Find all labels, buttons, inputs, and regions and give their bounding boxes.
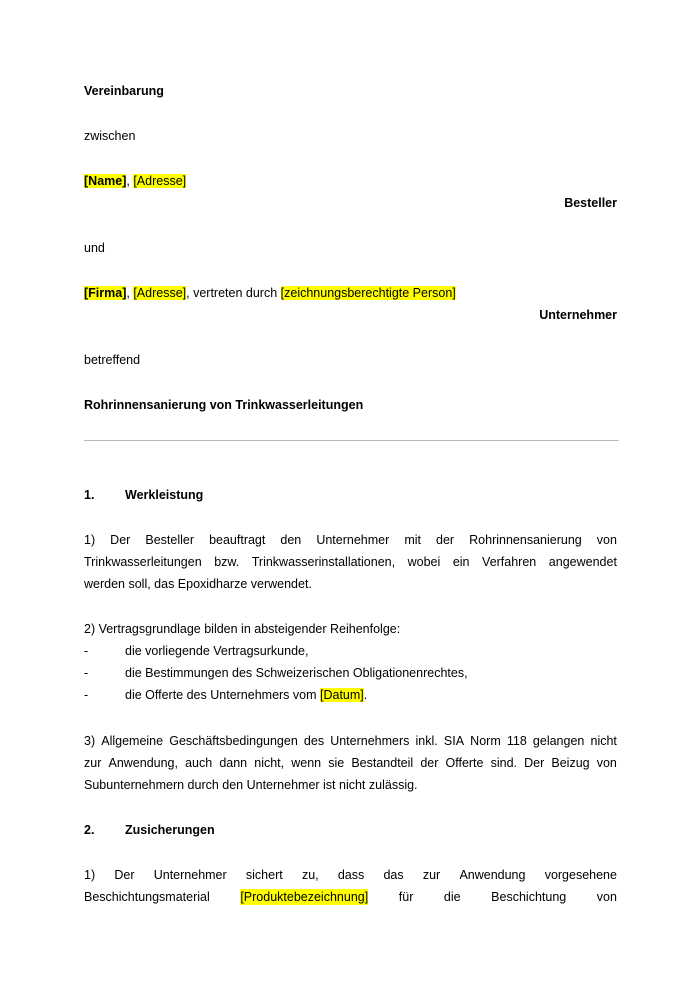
separator: , <box>126 286 134 300</box>
section-title: Zusicherungen <box>125 823 215 837</box>
word: Rohrinnensanierung <box>469 533 582 547</box>
word: des <box>303 734 325 748</box>
word: Der <box>110 533 131 547</box>
justified-line <box>84 532 617 548</box>
word: Unternehmer <box>316 533 390 547</box>
justified-line <box>84 889 617 905</box>
punctuation: . <box>363 688 368 702</box>
party1-name-placeholder: [Name] <box>84 174 127 188</box>
word: wenn <box>291 756 322 770</box>
party1-line <box>84 173 617 189</box>
word: Beschichtung <box>491 890 567 904</box>
subject-line: Rohrinnensanierung von Trinkwasserleitungen <box>84 398 364 412</box>
party2-firm-placeholder: [Firma] <box>84 286 127 300</box>
party2-address-placeholder: [Adresse] <box>133 286 187 300</box>
date-placeholder: [Datum] <box>320 688 364 702</box>
word: Offerte <box>445 756 484 770</box>
word: nicht, <box>254 756 285 770</box>
word: zu, <box>301 868 319 882</box>
word: Unternehmers <box>330 734 410 748</box>
justified-line <box>84 554 617 570</box>
word: nicht <box>590 734 617 748</box>
list-item-text: die Offerte des Unternehmers vom <box>125 688 320 702</box>
list-intro: 2) Vertragsgrundlage bilden in absteigender Reihenfolge: <box>84 622 401 636</box>
word: Norm <box>470 734 501 748</box>
list-item <box>84 687 617 703</box>
word: Bestandteil <box>351 756 414 770</box>
word: der <box>420 756 439 770</box>
word: die <box>443 890 461 904</box>
and-label: und <box>84 241 105 255</box>
bullet-dash: - <box>84 688 89 702</box>
section-heading <box>84 822 617 838</box>
separator: , <box>126 174 134 188</box>
word: dass <box>337 868 365 882</box>
bullet-dash: - <box>84 644 89 658</box>
word: auch <box>185 756 213 770</box>
word: Trinkwasserinstallationen, <box>251 555 396 569</box>
word: mit <box>404 533 421 547</box>
word: zur <box>84 756 102 770</box>
word: Unternehmer <box>153 868 227 882</box>
represented-by-text: , vertreten durch <box>186 286 281 300</box>
party2-role: Unternehmer <box>539 308 617 322</box>
word: Trinkwasserleitungen <box>84 555 202 569</box>
product-placeholder: [Produktebezeichnung] <box>240 890 369 904</box>
word: sichert <box>245 868 283 882</box>
word: bzw. <box>214 555 240 569</box>
party2-line <box>84 285 617 301</box>
word: Verfahren <box>482 555 537 569</box>
word: das <box>383 868 404 882</box>
word: Der <box>114 868 135 882</box>
party1-address-placeholder: [Adresse] <box>133 174 187 188</box>
paragraph-last-line: Subunternehmern durch den Unternehmer ist nicht zulässig. <box>84 778 418 792</box>
word: 1) <box>84 533 96 547</box>
word: Allgemeine <box>101 734 164 748</box>
word: wobei <box>407 555 441 569</box>
word: 118 <box>506 734 527 748</box>
word: der <box>436 533 455 547</box>
justified-line <box>84 733 617 749</box>
word: von <box>596 890 617 904</box>
word: dann <box>219 756 248 770</box>
paragraph-last-line: werden soll, das Epoxidharze verwendet. <box>84 577 312 591</box>
word: Besteller <box>145 533 195 547</box>
word: Geschäftsbedingungen <box>169 734 298 748</box>
justified-line <box>84 755 617 771</box>
word: Anwendung, <box>108 756 178 770</box>
list-item-text: die Bestimmungen des Schweizerischen Obligationenrechtes, <box>125 666 468 680</box>
list-item <box>84 643 617 659</box>
section-title: Werkleistung <box>125 488 204 502</box>
word: den <box>280 533 302 547</box>
word: gelangen <box>532 734 585 748</box>
word: 3) <box>84 734 96 748</box>
word: Beizug <box>551 756 590 770</box>
section-number: 1. <box>84 488 95 502</box>
list-item <box>84 665 617 681</box>
word: ein <box>452 555 470 569</box>
word: von <box>596 756 617 770</box>
word: Anwendung <box>459 868 526 882</box>
word: zur <box>422 868 441 882</box>
bullet-dash: - <box>84 666 89 680</box>
party1-role: Besteller <box>564 196 617 210</box>
word: angewendet <box>548 555 617 569</box>
horizontal-divider <box>84 440 619 441</box>
word: vorgesehene <box>544 868 617 882</box>
between-label: zwischen <box>84 129 136 143</box>
section-number: 2. <box>84 823 95 837</box>
list-item-text: die vorliegende Vertragsurkunde, <box>125 644 309 658</box>
word: SIA <box>443 734 465 748</box>
concerning-label: betreffend <box>84 353 141 367</box>
word: von <box>596 533 617 547</box>
party2-person-placeholder: [zeichnungsberechtigte Person] <box>280 286 456 300</box>
word: sind. <box>490 756 517 770</box>
doc-title: Vereinbarung <box>84 84 164 98</box>
word: Der <box>524 756 545 770</box>
word: inkl. <box>415 734 438 748</box>
justified-line <box>84 867 617 883</box>
word: 1) <box>84 868 96 882</box>
section-heading <box>84 487 617 503</box>
word: sie <box>328 756 345 770</box>
word: beauftragt <box>209 533 266 547</box>
word: für <box>398 890 414 904</box>
word: Beschichtungsmaterial <box>84 890 210 904</box>
